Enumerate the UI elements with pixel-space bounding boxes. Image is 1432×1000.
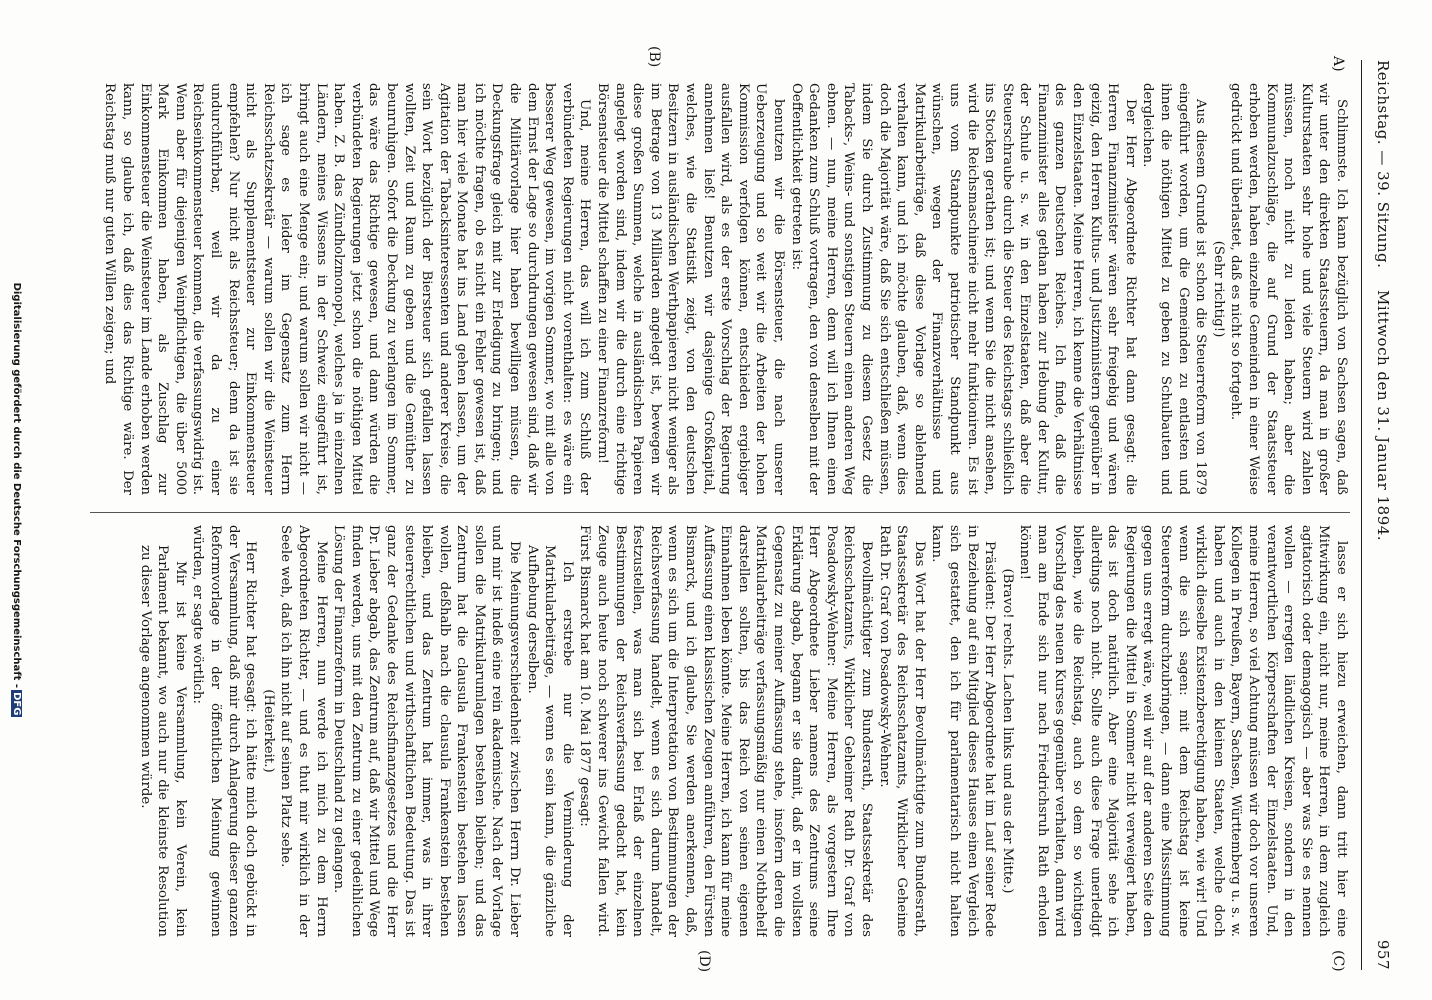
interjection: (Heiterkeit.): [260, 689, 276, 773]
paragraph: Die Meinungsverschiedenheit zwischen Herrn Dr. Lieber und mir ist indeß eine rein akademische. Nach der Vorlage sollen die Matrikularumlagen bestehen bleiben; und das Zentrum hat die clausula Frankenstein bestehen lassen wollen, deßhalb nach die clausula Frankenstein bestehen bleiben, und das Zentrum hat immer, was in ihrer steuerrechtlichen und wirthschaftlichen Bedeutung. Das ist ganz der Gedanke des Reichsfinanzgesetzes und die Herr Dr. Lieber abgab, das Zentrum auf, daß wir Mittel und Wege finden werden, uns mit den Zentrum zu einer gedeihlichen Lösung der Finanzreform in Deutschland zu gelangen.: [331, 525, 523, 937]
running-header: [1368, 60, 1392, 970]
column-divider: [90, 512, 1350, 513]
header-rule: [1361, 60, 1362, 970]
paragraph: Meine Herren, nun werde ich mich zu dem Herrn Abgeordneten Richter, — und es thut mir wirklich in der Seele weh, daß ich ihn nicht auf seinen Platz sehe.: [278, 525, 329, 937]
header-date: Mittwoch den 31. Januar 1894.: [1374, 290, 1392, 542]
paragraph: Präsident: Der Herr Abgeordnete hat im Lauf seiner Rede in Beziehung auf ein Mitglied dieses Hauses einen Vergleich sich gestattet, den ich für parlamentarisch nicht halten kann.: [929, 525, 998, 937]
quotation: Mir ist keine Versammlung, kein Verein, kein Parlament bekannt, wo auch nur die kleinste Resolution zu dieser Vorlage angenommen würde.: [137, 545, 188, 937]
paragraph: Der Herr Abgeordnete Richter hat dann gesagt: die Herren Finanzminister wären sehr freigebig und wären geizig, den Herren Kultus- und Justizministern gegenüber in den Einzelstaaten. Meine Herren, ich kenne die Verhältnisse des ganzen Deutschen Reiches. Ich finde, daß die Finanzminister alles gethan haben zur Hebung der Kultur, der Schule u. s. w. in den Einzelstaaten, daß aber die Steuerschraube durch die Steuer des Reichstags schließlich ins Stocken gerathen ist; und wenn Sie die nicht ansehen, wird die Reichsmaschinerie nicht mehr funktioniren. Es ist uns vom Standpunkte patriotischer Standpunkt aus wünschen, wegen der Finanzverhältnisse und Matrikularbeiträge, daß diese Vorlage so ablehnend verhalten kann, und ich möchte glauben, daß, wenn dies doch die Majorität wäre, daß Sie sich entschließen müssen, indem Sie durch Zustimmung zu diesem Gesetz die Tabacks-, Weins- und sonstigen Steuern einen anderen Weg ebnen. — nun, meine Herren, denn will ich Ihnen einen Gedanken zum Schluß vortragen, den von denselben mit der Oeffentlichkeit getreten ist:: [788, 83, 1138, 495]
page-number: 957: [1374, 939, 1392, 970]
interjection: (Sehr richtig!): [1210, 240, 1226, 338]
paragraph: Das Wort hat der Herr Bevollmächtigte zum Bundesrath, Staatssekretär des Reichsschatzamts, Wirklicher Geheime Rath Dr. Graf von Posadowsky-Wehner.: [876, 525, 927, 937]
paragraph: Aus diesem Grunde ist schon die Steuerreform von 1879 eingeführt worden, um die Gemeinden zu entlasten und ihnen die nöthigen Mittel zu geben zu Schulbauten und dergleichen.: [1140, 83, 1209, 495]
paragraph: benutzen wir die Börsensteuer, die nach unserer Ueberzeugung und so weit wir die Arbeiten der hohen Kommission verfolgen können, entschieden ergiebiger ausfallen wird, als es der erste Vorschlag der Regierung annehmen ließ! Benutzen wir dasjenige Großkapital, welches, wie die Statistik zeigt, von den deutschen Besitzern in ausländischen Werthpapieren nicht weniger als im Betrage von 13 Milliarden angelegt ist, bewegen wir diese großen Summen, welche in ausländischen Papieren angelegt worden sind, indem wir die durch eine richtige Börsensteuer die Mittel schaffen zu einer Finanzreform!: [595, 83, 786, 495]
digitization-credit: [11, 0, 22, 1000]
margin-marker-b: (B): [646, 46, 662, 68]
quotation: Ich erstrebe nur die Verminderung der Matrikularbeiträge, — wenn es sein kann, die gänzliche Aufhebung derselben.: [524, 545, 575, 937]
paragraph: lasse er sich hiezu erweichen, dann tritt hier eine Mitwirkung ein, nicht nur, meine Herren, in dem zugleich agitatorisch oder demagogisch — aber was Sie es nennen wollen — erregten ländlichen Kreisen, sondern in den verantwortlichen Körperschaften der Einzelstaaten. Und, meine Herren, so viel Achtung müssen wir doch vor unseren Kollegen in Preußen, Bayern, Sachsen, Württemberg u. s. w. haben und auch in den kleinen Staaten, welche doch wirklich dieselbe Existenzberechtigung haben, wie wir! Und wenn die sich sagen: mit dem Reichstag ist keine Steuerreform durchzubringen, — dann eine Missstimmung gegen uns erregt wäre, weil wir auf der anderen Seite den Regierungen die Mittel in Sommer nicht verweigert haben, das ist doch natürlich. Aber eine Majorität sehe ich allerdings noch nicht. Sollte auch diese Frage unerledigt bleiben, wie die Reichstag, auch so dem so wichtigen Vorschlag des neuen Kurses gegenüber verhalten, dann wird man am Ende sich nur nach Friedrichsruh Rath erholen können!: [1017, 525, 1349, 937]
interjection: (Bravo! rechts. Lachen links und aus der Mitte.): [999, 568, 1015, 894]
text-column-left: [80, 83, 1350, 495]
paragraph: Und, meine Herren, das will ich zum Schluß der verbündeten Regierungen nicht vorenthalten: es wäre ein besserer Weg gewesen, im vorigen Sommer, wo mit alle von dem Ernst der Lage so durchdrungen gewesen sind, daß wir die Militärvorlage hier haben bewilligen müssen, die Deckungsfrage gleich mit zur Erledigung zu bringen; und ich möchte fragen, ob es nicht ein Fehler gewesen ist, daß man hier viele Monate hat ins Land gehen lassen, um der Agitation der Tabacksinteressenten und anderer Kreise, die sein Wort bezüglich der Biersteuer sich gefallen lassen wollten, Zeit und Raum zu geben und die Gemüther zu beunruhigen. Sofort die Deckung zu verlangen im Sommer, das wäre das Richtige gewesen, und dann würden die verbündeten Regierungen jetzt schon die nöthigen Mittel haben. Z. B. das Zündholzmonopol, welches ja in einzelnen Ländern, meines Wissens in der Schweiz eingeführt ist, bringt auch eine Menge ein; und warum sollen wir nicht — ich sage es leider im Gegensatz zum Herrn Reichsschatzsekretär — warum sollen wir die Weinsteuer nicht als Supplementsteuer zur Einkommensteuer empfehlen? Nur nicht als Reichssteuer; denn da ist sie undurchführbar, weil wir da zu einer Reichseinkommensteuer kommen, die verfassungswidrig ist. Wenn aber für diejenigen Weinpflichtigen, die über 5000 Mark Einkommen haben, als Zuschlag zur Einkommensteuer die Weinsteuer im Lande erhoben werden kann, so glaube ich, daß dies das Richtige wäre. Der Reichstag muß nur guten Willen zeigen; und: [102, 83, 593, 495]
paragraph: Herr Richter hat gesagt: ich hätte mich doch gebückt in der Versammlung, daß mir durch Anlagerung dieser ganzen Reformvorlage in der öffentlichen Meinung gewinnen würden, er sagte wörtlich:: [190, 525, 259, 937]
margin-marker-a: A): [1330, 56, 1346, 72]
paragraph: Schlimmste. Ich kann bezüglich von Sachsen sagen, daß wir unter den direkten Staatssteuern, da man in großer Kulturstaaten sehr hohe und viele Steuern wird zahlen müssen, noch nicht zu leiden haben; aber die Kommunalzuschläge, die auf Grund der Staatssteuer erhoben werden, haben einzelne Gemeinden in einer Weise gedrückt und überlastet, daß es nicht so fortgeht.: [1228, 83, 1349, 495]
header-session: Reichstag. — 39. Sitzung.: [1374, 60, 1392, 269]
credit-text: Digitalisierung gefördert durch die Deutsche Forschungsgemeinschaft -: [11, 282, 22, 689]
dfg-logo: DFG: [11, 692, 22, 716]
margin-marker-c: (C): [1330, 950, 1346, 972]
text-column-right: [80, 525, 1350, 937]
margin-marker-d: (D): [696, 950, 712, 973]
paragraph: Bevollmächtigter zum Bundesrath, Staatssekretär des Reichsschatzamts, Wirklicher Geheimer Rath Dr. Graf von Posadowsky-Wehner: Meine Herren, als vorgestern Ihre Herr Abgeordnete Lieber namens des Zentrums seine Erklärung abgab, begann er sie damit, daß er im vollsten Gegensatz zu meiner Auffassung stehe, insofern deren die Matrikularbeiträge verfassungsmäßig nur einen Nothbehelf darstellen sollten, bis das Reich von seinen eigenen Einnahmen leben könnte. Meine Herren, ich kann für meine Auffassung einen klassischen Zeugen anführen, den Fürsten Bismarck, und ich glaube, Sie werden anerkennen, daß, wenn es sich um die Interpretation von Bestimmungen der Reichsverfassung handelt, wenn es sich darum handelt, festzustellen, was man sich bei Erlaß der einzelnen Bestimmungen der Reichsverfassung gedacht hat, kein Zeuge auch heute noch schwerer ins Gewicht fallen wird. Fürst Bismarck hat am 10. Mai 1877 gesagt:: [577, 525, 874, 937]
